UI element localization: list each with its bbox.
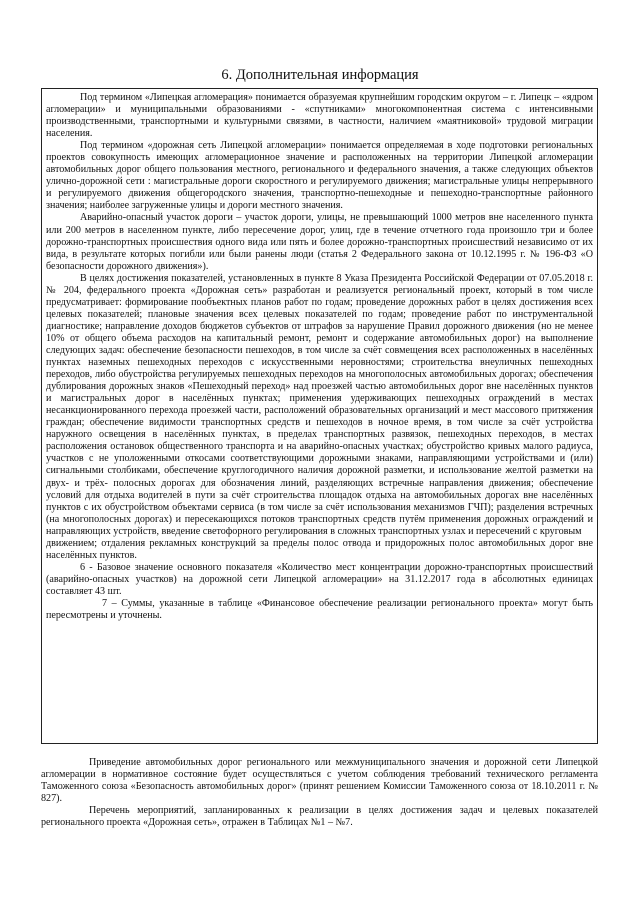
- paragraph-dangerous-section: Аварийно-опасный участок дороги – участок дороги, улицы, не превышающий 1000 метров вне населенного пункта или 200 метров в населенном пункте, либо пересечение дорог, улиц, где в течение отчетного года произошло три и более дорожно-транспортных происшествия одного вида или пять и более дорожно-транспортных происшествий независимо от их вида, в результате которых погибли или были ранены люди (статья 2 Федерального закона от 10.12.1995 г. № 196-ФЗ «О безопасности дорожного движения»).: [46, 212, 593, 272]
- paragraph-base-value-note: 6 - Базовое значение основного показателя «Количество мест концентрации дорожно-транспортных происшествий (аварийно-опасных участков) на дорожной сети Липецкой агломерации» на 31.12.2017 года в абсолютных единицах составляет 43 шт.: [46, 561, 593, 597]
- footer-text: [41, 757, 598, 829]
- page-title: 6. Дополнительная информация: [221, 67, 419, 83]
- paragraph-lipetsk-agglomeration: Под термином «Липецкая агломерация» понимается образуемая крупнейшим городским округом – г. Липецк – «ядром агломерации» и муниципальными образованиями - «спутниками» многокомпонентная система с интенсивными производственными, транспортными и культурными связями, в частности, наличием «маятниковой» трудовой миграции населения.: [46, 92, 593, 140]
- additional-info-box: [41, 88, 598, 744]
- paragraph-measures-list: Перечень мероприятий, запланированных к реализации в целях достижения задач и целевых показателей регионального проекта «Дорожная сеть», отражен в Таблицах №1 – №7.: [41, 805, 598, 829]
- paragraph-sums-note: 7 – Суммы, указанные в таблице «Финансовое обеспечение реализации регионального проекта» могут быть пересмотрены и уточнены.: [46, 597, 593, 622]
- paragraph-advertising-structures: движением; отдаления рекламных конструкций за пределы полос отвода и придорожных полос автомобильных дорог вне населённых пунктов.: [46, 537, 593, 561]
- paragraph-road-network: Под термином «дорожная сеть Липецкой агломерации» понимается определяемая в ходе подготовки региональных проектов совокупность имеющих агломерационное значение и расположенных на территории Липецкой агломерации автомобильных дорог общего пользования местного, регионального и федерального значения, а также следующих объектов улично-дорожной сети : магистральные дороги скоростного и регулируемого движения; магистральные улицы непрерывного и регулируемого движения общегородского значения, транспортно-пешеходные и пешеходно-транспортные районного значения; наиболее загруженные улицы и дороги местного значения.: [46, 140, 593, 212]
- paragraph-technical-regulation: Приведение автомобильных дорог регионального или межмуниципального значения и дорожной сети Липецкой агломерации в нормативное состояние будет осуществляться с учетом соблюдения требований технического регламента Таможенного союза «Безопасность автомобильных дорог» (принят решением Комиссии Таможенного союза от 18.10.2011 г. № 827).: [41, 757, 598, 805]
- paragraph-regional-project-goals: В целях достижения показателей, установленных в пункте 8 Указа Президента Российской Федерации от 07.05.2018 г. № 204, федерального проекта «Дорожная сеть» разработан и реализуется региональный проект, который в том числе предусматривает: формирование пообъектных планов работ по годам; проведение дорожных работ в целях достижения всех целевых показателей; плановые значения всех целевых показателей по годам; проведение работ по инструментальной диагностике; направление доходов бюджетов субъектов от штрафов за нарушение Правил дорожного движения (но не менее 10% от общего объема расходов на капитальный ремонт, ремонт и содержание автомобильных дорог) на выполнение следующих задач: обеспечение безопасности пешеходов, в том числе за счёт совмещения всех расположенных в населённых пунктах наземных пешеходных переходов с искусственными неровностями; строительства внеуличных пешеходных переходов, либо обустройства регулируемых пешеходных переходов на многополосных автомобильных дорогах; обеспечения дублирования дорожных знаков «Пешеходный переход» над проезжей частью автомобильных дорог вне населённых пунктов и магистральных дорог в населённых пунктах; применения удерживающих пешеходных ограждений в местах несанкционированного перехода проезжей части, расположений образовательных организаций и мест массового притяжения граждан; обеспечение видимости транспортных средств и пешеходов в ночное время, в том числе за счёт устройства наружного освещения в населённых пунктах, в пределах транспортных развязок, пешеходных переходов, в местах расположения остановок общественного транспорта и на аварийно-опасных участках; обустройство кривых малого радиуса, участков с не уположенными откосами соответствующими дорожными знаками, направляющими устройствами и (или) сигнальными столбиками, обеспечение круглогодичного наличия дорожной разметки, и использование желтой разметки на двух- и трёх- полосных дорогах для обозначения линий, разделяющих встречные направления движения; обеспечение условий для отдыха водителей в пути за счёт строительства площадок отдыха на автомобильных дорогах вне населённых пунктов с их обустройством объектами сервиса (в том числе за счёт использования механизмов ГЧП); разделения встречных (на многополосных дорогах) и пересекающихся потоков транспортных средств путём применения дорожных ограждений и направляющих устройств, введение светофорного регулирования в сложных транспортных узлах и пересечений с круговым: [46, 272, 593, 537]
